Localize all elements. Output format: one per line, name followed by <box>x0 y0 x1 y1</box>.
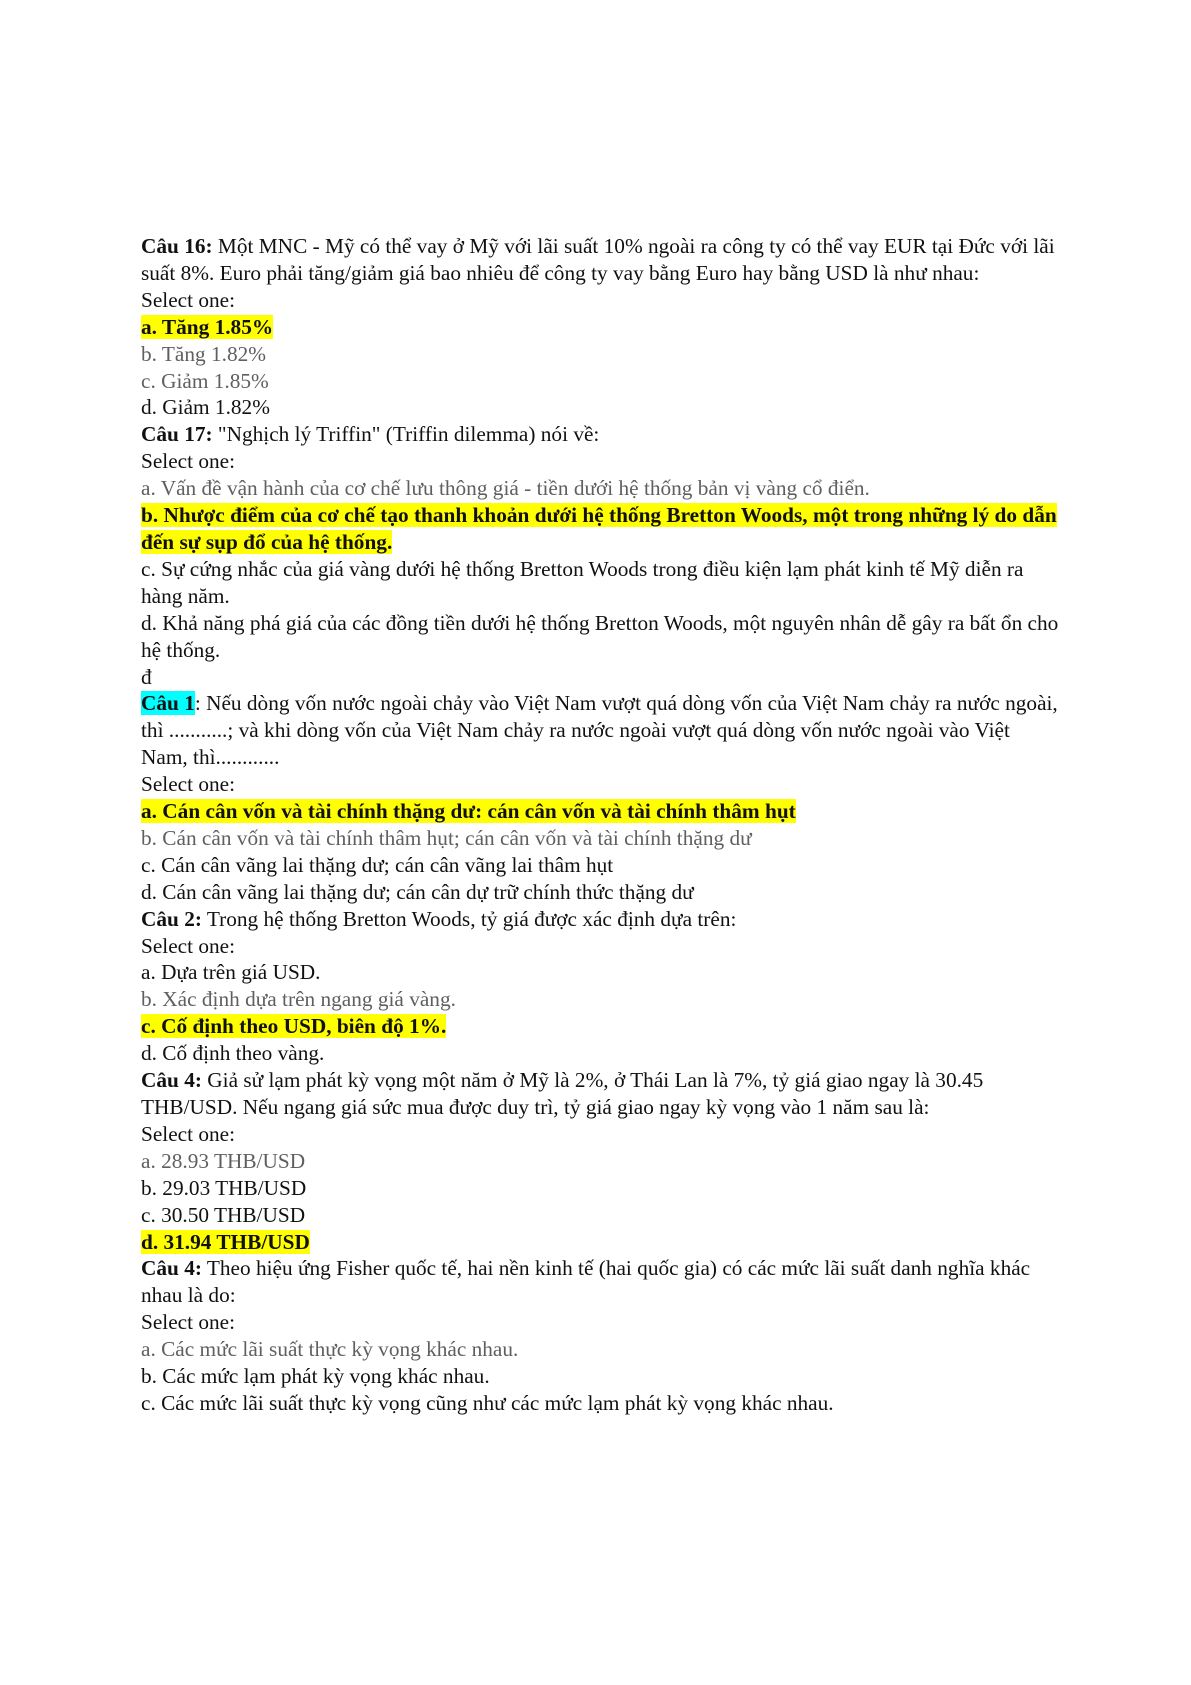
question-16-stem <box>141 233 1061 287</box>
question-text: Theo hiệu ứng Fisher quốc tế, hai nền kinh tế (hai quốc gia) có các mức lãi suất danh nghĩa khác nhau là do: <box>141 1256 1031 1308</box>
answer-option: b. Xác định dựa trên ngang giá vàng. <box>141 987 456 1012</box>
answer-option: d. Khả năng phá giá của các đồng tiền dưới hệ thống Bretton Woods, một nguyên nhân dễ gây ra bất ổn cho hệ thống. <box>141 610 1059 662</box>
answer-option: b. 29.03 THB/USD <box>141 1175 307 1200</box>
question-4-ppp <box>141 1067 1061 1255</box>
select-one-label: Select one: <box>141 1121 236 1146</box>
question-1-stem <box>141 690 1061 771</box>
stray-character: đ <box>141 664 152 689</box>
document-body <box>141 233 1061 1417</box>
question-1 <box>141 690 1061 905</box>
question-17-stem <box>141 421 1061 448</box>
question-text: Giả sử lạm phát kỳ vọng một năm ở Mỹ là 2%, ở Thái Lan là 7%, tỷ giá giao ngay là 30.45 THB/USD. Nếu ngang giá sức mua được duy trì, tỷ giá giao ngay kỳ vọng vào 1 năm sau là: <box>141 1068 984 1119</box>
answer-option: d. Cố định theo vàng. <box>141 1041 325 1066</box>
question-2-stem <box>141 906 1061 933</box>
answer-option-correct: c. Cố định theo USD, biên độ 1%. <box>141 1014 447 1039</box>
answer-option: d. Cán cân vãng lai thặng dư; cán cân dự trữ chính thức thặng dư <box>141 879 694 904</box>
question-17 <box>141 421 1061 690</box>
question-label: Câu 17: <box>141 422 213 447</box>
question-text: Trong hệ thống Bretton Woods, tỷ giá được xác định dựa trên: <box>206 906 737 931</box>
answer-option: a. Các mức lãi suất thực kỳ vọng khác nhau. <box>141 1337 519 1362</box>
question-4-fisher <box>141 1255 1061 1416</box>
answer-option: b. Các mức lạm phát kỳ vọng khác nhau. <box>141 1364 490 1389</box>
question-label: Câu 16: <box>141 234 213 258</box>
question-16 <box>141 233 1061 421</box>
select-one-label: Select one: <box>141 449 236 474</box>
answer-option: b. Cán cân vốn và tài chính thâm hụt; cán cân vốn và tài chính thặng dư <box>141 825 752 850</box>
question-label: Câu 2: <box>141 906 202 931</box>
answer-option-correct: a. Cán cân vốn và tài chính thặng dư: cán cân vốn và tài chính thâm hụt <box>141 799 796 824</box>
answer-option: a. 28.93 THB/USD <box>141 1148 306 1173</box>
answer-option: c. Cán cân vãng lai thặng dư; cán cân vãng lai thâm hụt <box>141 852 614 877</box>
select-one-label: Select one: <box>141 933 236 958</box>
answer-option: c. Các mức lãi suất thực kỳ vọng cũng như các mức lạm phát kỳ vọng khác nhau. <box>141 1390 834 1415</box>
answer-option: d. Giảm 1.82% <box>141 395 270 420</box>
answer-option: c. 30.50 THB/USD <box>141 1202 306 1227</box>
answer-option: a. Vấn đề vận hành của cơ chế lưu thông giá - tiền dưới hệ thống bản vị vàng cổ điển. <box>141 476 870 501</box>
answer-option-correct: d. 31.94 THB/USD <box>141 1229 310 1254</box>
answer-option: b. Tăng 1.82% <box>141 341 267 366</box>
answer-option: c. Sự cứng nhắc của giá vàng dưới hệ thống Bretton Woods trong điều kiện lạm phát kinh tế Mỹ diễn ra hàng năm. <box>141 556 1024 608</box>
question-text: Một MNC - Mỹ có thể vay ở Mỹ với lãi suất 10% ngoài ra công ty có thể vay EUR tại Đức với lãi suất 8%. Euro phải tăng/giảm giá bao nhiêu để công ty vay bằng Euro hay bằng USD là như nhau: <box>141 234 1055 285</box>
select-one-label: Select one: <box>141 772 236 797</box>
question-text: : Nếu dòng vốn nước ngoài chảy vào Việt Nam vượt quá dòng vốn của Việt Nam chảy ra nước ngoài, thì ...........; và khi dòng vốn của Việt Nam chảy ra nước ngoài vượt quá dòng vốn nước ngoài vào Việt Nam, thì............ <box>141 691 1058 770</box>
question-2 <box>141 906 1061 1067</box>
answer-option: a. Dựa trên giá USD. <box>141 960 321 985</box>
question-label: Câu 1 <box>141 691 195 716</box>
question-label: Câu 4: <box>141 1256 202 1281</box>
answer-option-correct: b. Nhược điểm của cơ chế tạo thanh khoản dưới hệ thống Bretton Woods, một trong những lý do dẫn đến sự sụp đổ của hệ thống. <box>141 503 1057 554</box>
answer-option-correct: a. Tăng 1.85% <box>141 314 274 339</box>
question-label: Câu 4: <box>141 1068 202 1093</box>
select-one-label: Select one: <box>141 1310 236 1335</box>
question-4-fisher-stem <box>141 1255 1061 1309</box>
question-text: "Nghịch lý Triffin" (Triffin dilemma) nói về: <box>217 422 600 447</box>
question-4-stem <box>141 1067 1061 1121</box>
answer-option: c. Giảm 1.85% <box>141 368 269 393</box>
select-one-label: Select one: <box>141 287 236 312</box>
